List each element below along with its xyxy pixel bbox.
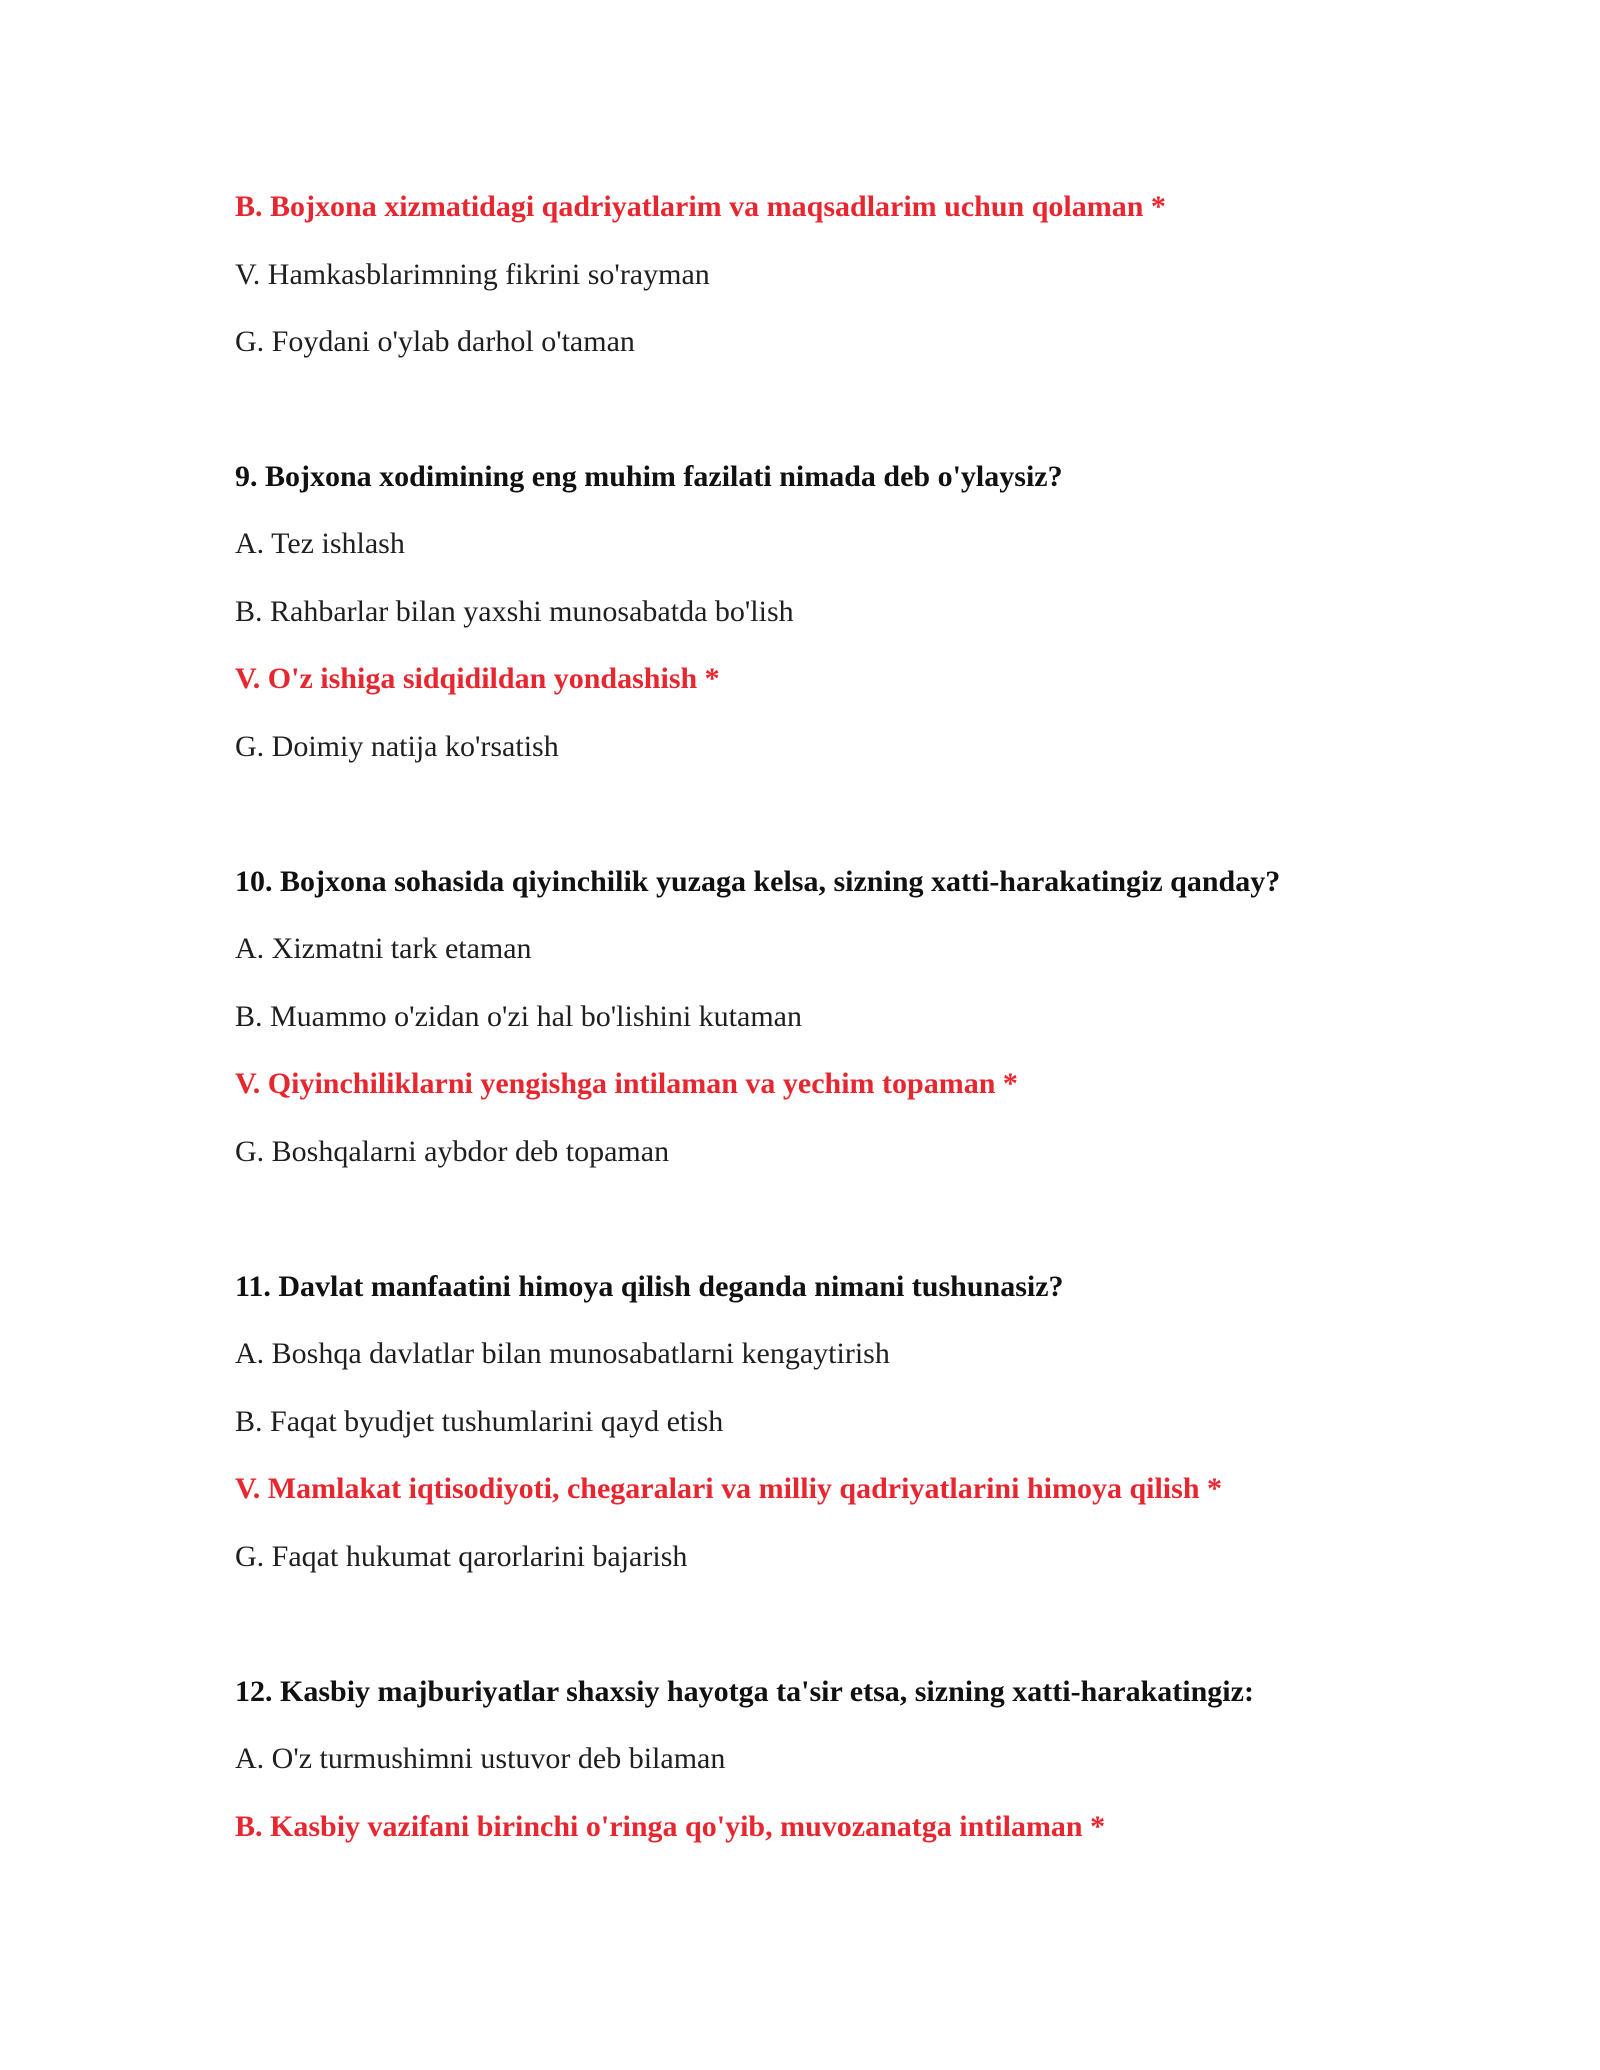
question-12-title: 12. Kasbiy majburiyatlar shaxsiy hayotga ta'sir etsa, sizning xatti-harakatingiz: xyxy=(235,1675,1254,1708)
answer-option-correct: V. O'z ishiga sidqidildan yondashish * xyxy=(235,662,720,695)
answer-option-correct: V. Qiyinchiliklarni yengishga intilaman va yechim topaman * xyxy=(235,1067,1018,1100)
answer-option: A. Tez ishlash xyxy=(235,527,405,560)
answer-option: A. Xizmatni tark etaman xyxy=(235,932,532,965)
question-11-title: 11. Davlat manfaatini himoya qilish deganda nimani tushunasiz? xyxy=(235,1270,1064,1303)
answer-option: G. Boshqalarni aybdor deb topaman xyxy=(235,1135,670,1168)
answer-option-correct: V. Mamlakat iqtisodiyoti, chegaralari va milliy qadriyatlarini himoya qilish * xyxy=(235,1472,1222,1505)
answer-option: G. Foydani o'ylab darhol o'taman xyxy=(235,325,635,358)
answer-option: B. Rahbarlar bilan yaxshi munosabatda bo'lish xyxy=(235,595,794,628)
answer-option: B. Faqat byudjet tushumlarini qayd etish xyxy=(235,1405,724,1438)
answer-option: G. Doimiy natija ko'rsatish xyxy=(235,730,559,763)
answer-option-correct: B. Bojxona xizmatidagi qadriyatlarim va maqsadlarim uchun qolaman * xyxy=(235,190,1166,223)
answer-option: A. Boshqa davlatlar bilan munosabatlarni kengaytirish xyxy=(235,1337,890,1370)
question-9-title: 9. Bojxona xodimining eng muhim fazilati nimada deb o'ylaysiz? xyxy=(235,460,1063,493)
answer-option: B. Muammo o'zidan o'zi hal bo'lishini kutaman xyxy=(235,1000,802,1033)
answer-option-correct: B. Kasbiy vazifani birinchi o'ringa qo'yib, muvozanatga intilaman * xyxy=(235,1810,1106,1843)
answer-option: A. O'z turmushimni ustuvor deb bilaman xyxy=(235,1742,726,1775)
answer-option: V. Hamkasblarimning fikrini so'rayman xyxy=(235,258,710,291)
question-10-title: 10. Bojxona sohasida qiyinchilik yuzaga kelsa, sizning xatti-harakatingiz qanday? xyxy=(235,865,1281,898)
answer-option: G. Faqat hukumat qarorlarini bajarish xyxy=(235,1540,688,1573)
